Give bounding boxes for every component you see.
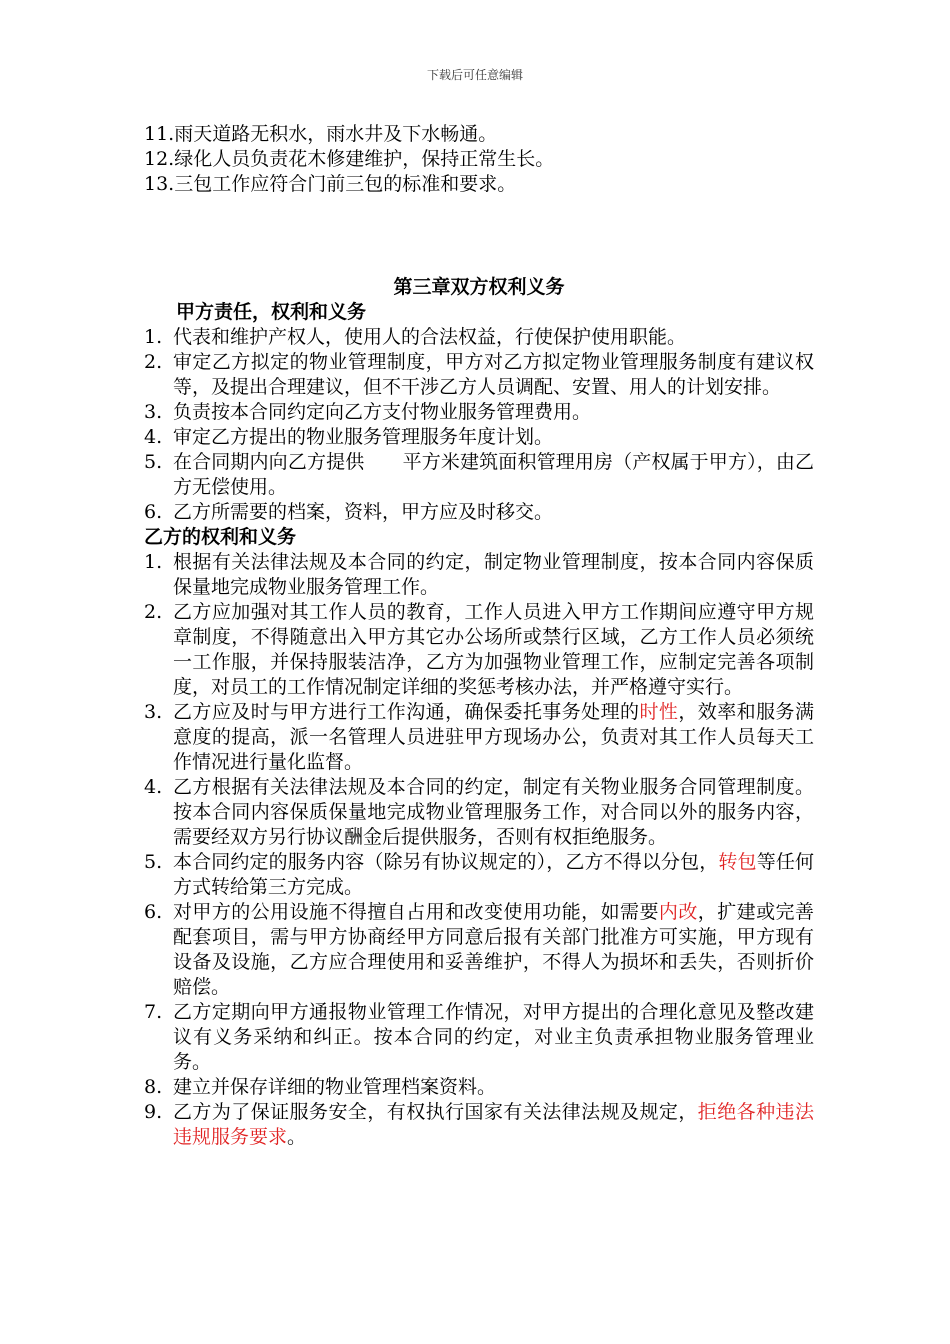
item-number: 5. [144, 451, 163, 473]
item-number: 3. [144, 401, 163, 423]
item-text: 根据有关法律法规及本合同的约定，制定物业管理制度，按本合同内容保质保量地完成物业服务管理工作。 [173, 551, 814, 598]
item-number: 6. [144, 501, 163, 523]
page-header: 下载后可任意编辑 [426, 68, 523, 82]
item-number: 7. [144, 1001, 163, 1023]
item-text: 乙方为了保证服务安全，有权执行国家有关法律法规及规定， [173, 1101, 698, 1123]
intro-line: 13.三包工作应符合门前三包的标准和要求。 [144, 173, 517, 195]
item-text: 在合同期内向乙方提供 平方米建筑面积管理用房（产权属于甲方），由乙方无偿使用。 [173, 451, 814, 498]
list-item [144, 850, 814, 900]
item-text: 本合同约定的服务内容（除另有协议规定的），乙方不得以分包， [173, 851, 719, 873]
item-text: ，效率和服务满意度的提高，派一名管理人员进驻甲方现场办公，负责对其工作人员每天工作情况进行量化监督。 [173, 701, 814, 773]
highlighted-text: 内改 [658, 901, 698, 923]
party-a-list [144, 325, 814, 525]
list-item [144, 325, 814, 350]
item-number: 9. [144, 1101, 163, 1123]
item-text: ，扩建或完善配套项目，需与甲方协商经甲方同意后报有关部门批准方可实施，甲方现有设备及设施，乙方应合理使用和妥善维护，不得人为损坏和丢失，否则折价赔偿。 [173, 901, 814, 998]
item-number: 4. [144, 426, 163, 448]
intro-line: 11.雨天道路无积水，雨水井及下水畅通。 [144, 123, 498, 145]
party-b-list [144, 550, 814, 1150]
list-item [144, 775, 814, 850]
chapter-title: 第三章双方权利义务 [393, 276, 565, 298]
list-item [144, 350, 814, 400]
item-text: 乙方根据有关法律法规及本合同的约定，制定有关物业服务合同管理制度。按本合同内容保质保量地完成物业管理服务工作，对合同以外的服务内容，需要经双方另行协议酬金后提供服务，否则有权拒绝服务。 [173, 776, 814, 848]
item-text: 审定乙方提出的物业服务管理服务年度计划。 [173, 426, 554, 448]
list-item [144, 900, 814, 1000]
list-item [144, 700, 814, 775]
item-number: 3. [144, 701, 163, 723]
item-text: 代表和维护产权人，使用人的合法权益，行使保护使用职能。 [173, 326, 687, 348]
highlighted-text: 时性 [639, 701, 679, 723]
item-text: 乙方定期向甲方通报物业管理工作情况，对甲方提出的合理化意见及整改建议有义务采纳和纠正。按本合同的约定，对业主负责承担物业服务管理业务。 [173, 1001, 814, 1073]
item-text: 建立并保存详细的物业管理档案资料。 [173, 1076, 497, 1098]
highlighted-text: 拒绝各种违法违规服务要求 [173, 1101, 814, 1148]
party-b-heading: 乙方的权利和义务 [144, 526, 297, 548]
item-text: 等任何方式转给第三方完成。 [173, 851, 814, 898]
list-item [144, 450, 814, 500]
intro-line: 12.绿化人员负责花木修建维护，保持正常生长。 [144, 148, 555, 170]
item-number: 8. [144, 1076, 163, 1098]
item-number: 1. [144, 326, 163, 348]
list-item [144, 1000, 814, 1075]
list-item [144, 1075, 814, 1100]
item-number: 1. [144, 551, 163, 573]
item-text: 对甲方的公用设施不得擅自占用和改变使用功能，如需要 [173, 901, 659, 923]
list-item [144, 425, 814, 450]
list-item [144, 600, 814, 700]
item-text: 审定乙方拟定的物业管理制度，甲方对乙方拟定物业管理服务制度有建议权等，及提出合理建议，但不干涉乙方人员调配、安置、用人的计划安排。 [173, 351, 814, 398]
list-item [144, 1100, 814, 1150]
item-text: 。 [287, 1126, 307, 1148]
item-text: 乙方应及时与甲方进行工作沟通，确保委托事务处理的 [173, 701, 640, 723]
item-number: 2. [144, 351, 163, 373]
party-a-heading: 甲方责任，权利和义务 [176, 301, 367, 323]
item-text: 负责按本合同约定向乙方支付物业服务管理费用。 [173, 401, 592, 423]
highlighted-text: 转包 [718, 851, 757, 873]
item-number: 2. [144, 601, 163, 623]
list-item [144, 550, 814, 600]
item-number: 6. [144, 901, 163, 923]
document-body [144, 122, 814, 1150]
item-text: 乙方应加强对其工作人员的教育，工作人员进入甲方工作期间应遵守甲方规章制度，不得随意出入甲方其它办公场所或禁行区域，乙方工作人员必须统一工作服，并保持服装洁净，乙方为加强物业管理工作，应制定完善各项制度，对员工的工作情况制定详细的奖惩考核办法，并严格遵守实行。 [173, 601, 814, 698]
list-item [144, 400, 814, 425]
item-number: 5. [144, 851, 163, 873]
item-number: 4. [144, 776, 163, 798]
list-item [144, 500, 814, 525]
item-text: 乙方所需要的档案，资料，甲方应及时移交。 [173, 501, 554, 523]
